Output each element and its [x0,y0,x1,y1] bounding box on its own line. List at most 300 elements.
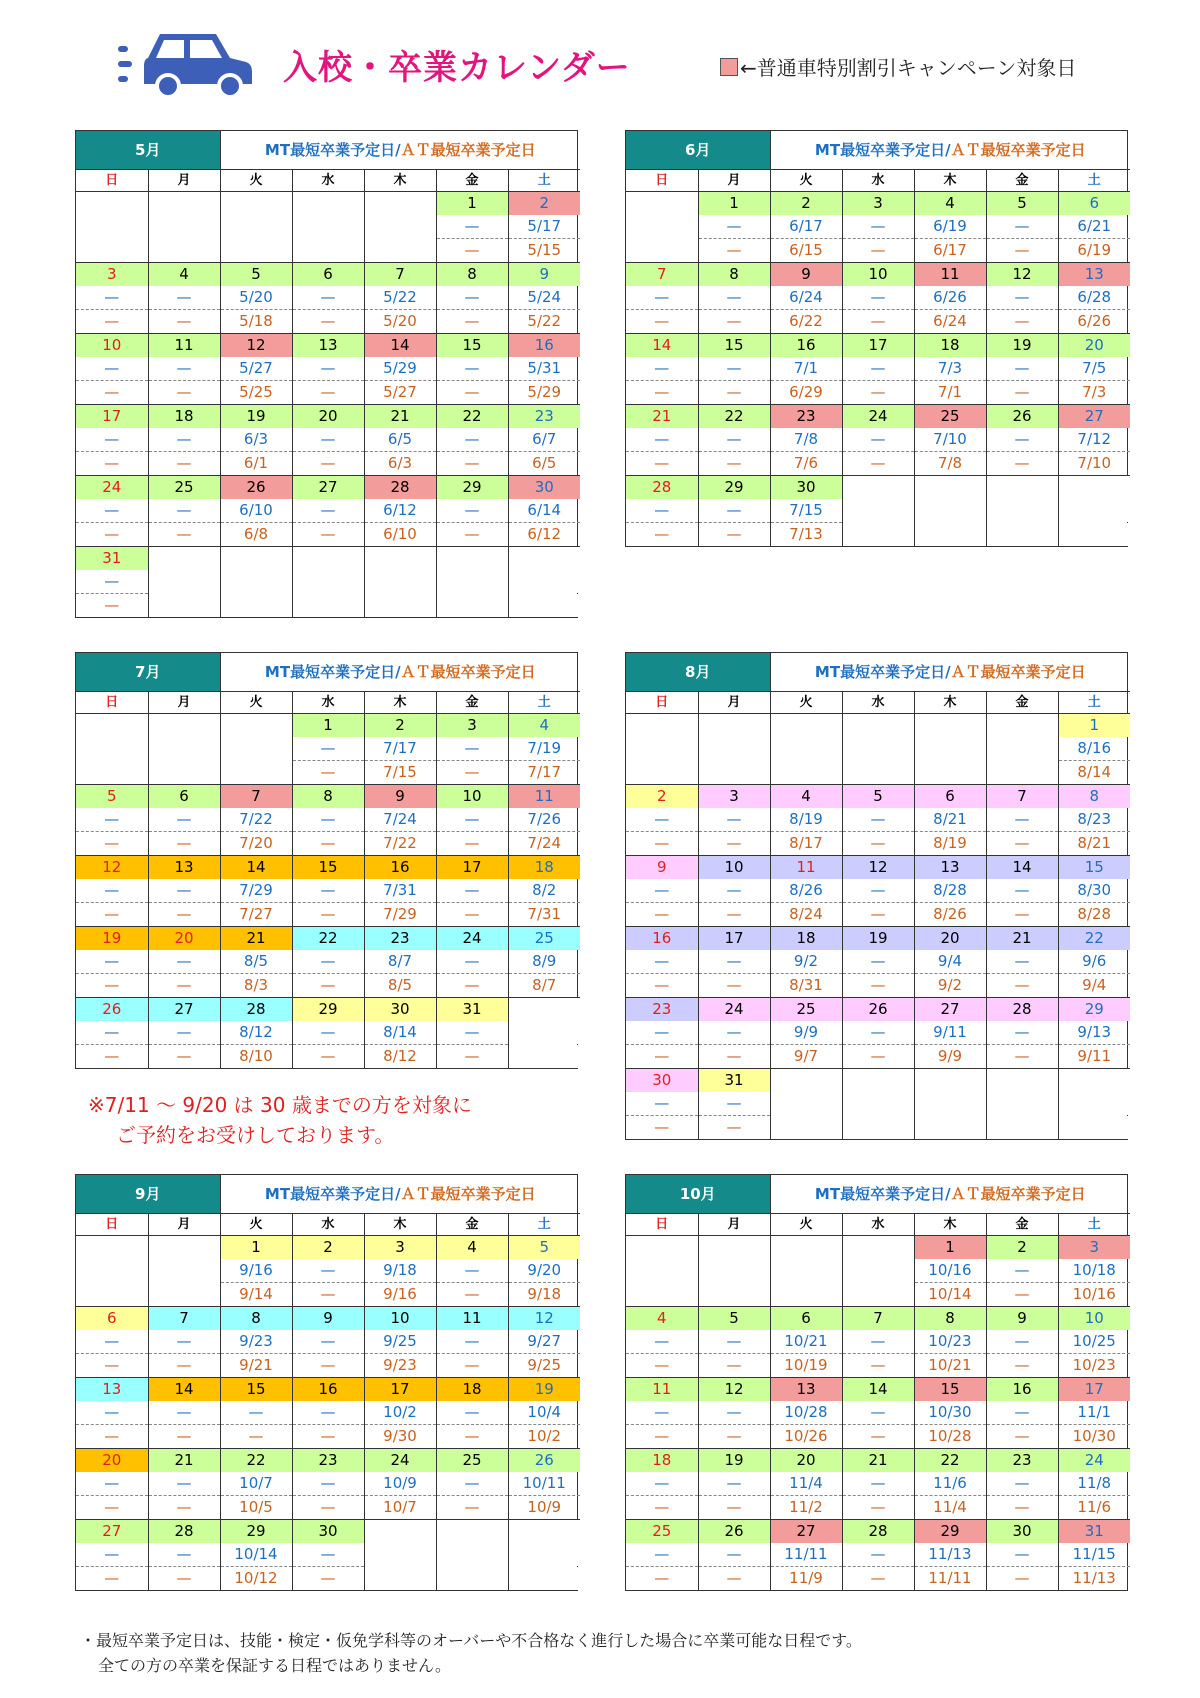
weekday-0: 日 [626,692,698,714]
day-cell: 23 [364,927,436,951]
day-cell: 31 [436,998,508,1022]
month-label: 6月 [626,131,770,170]
mt-date: — [842,1021,914,1045]
legend-mt-at: MT最短卒業予定日/ＡＴ最短卒業予定日 [814,1184,1086,1203]
mt-date: — [292,357,364,381]
weekday-2: 火 [220,1214,292,1236]
mt-date: — [842,215,914,239]
mt-date: — [148,357,220,381]
mt-date: 9/11 [914,1021,986,1045]
weekday-4: 木 [364,170,436,192]
mt-date: — [436,1401,508,1425]
day-cell: 12 [508,1307,580,1331]
day-cell: 9 [364,785,436,809]
at-date: — [292,1425,364,1449]
day-cell: 20 [770,1449,842,1473]
day-cell: 24 [1058,1449,1130,1473]
mt-date: 7/1 [770,357,842,381]
mt-date: — [626,357,698,381]
at-date: 10/16 [1058,1283,1130,1307]
at-date: — [436,523,508,547]
day-cell: 30 [508,476,580,500]
day-cell: 21 [626,405,698,429]
day-cell: 11 [770,856,842,880]
mt-date: — [436,215,508,239]
day-cell: 22 [436,405,508,429]
day-cell: 27 [76,1520,148,1544]
at-date: — [986,310,1058,334]
day-cell: 3 [1058,1236,1130,1260]
at-date: — [104,312,120,330]
day-cell: 25 [914,405,986,429]
at-date: — [104,1427,120,1445]
day-cell: 25 [436,1449,508,1473]
mt-date: — [436,808,508,832]
day-cell: 2 [364,714,436,738]
footer-line-1: ・最短卒業予定日は、技能・検定・仮免学科等のオーバーや不合格なく進行した場合に卒業可能な日程です。 [80,1631,862,1650]
mt-date: 7/24 [364,808,436,832]
weekday-4: 木 [364,1214,436,1236]
day-cell: 24 [698,998,770,1022]
at-date: — [986,381,1058,405]
day-cell: 21 [148,1449,220,1473]
mt-date: 8/30 [1058,879,1130,903]
day-cell: 4 [148,263,220,287]
day-cell: 15 [698,334,770,358]
mt-date: — [626,808,698,832]
mt-date: 9/27 [508,1330,580,1354]
mt-date: 8/2 [508,879,580,903]
legend-mt-at: MT最短卒業予定日/ＡＴ最短卒業予定日 [264,1184,536,1203]
weekday-6: 土 [508,1214,580,1236]
mt-date: 10/7 [220,1472,292,1496]
weekday-1: 月 [148,170,220,192]
mt-date: — [148,1021,220,1045]
at-date: 11/13 [1058,1567,1130,1591]
day-cell: 29 [436,476,508,500]
day-cell: 1 [914,1236,986,1260]
at-date: — [986,974,1058,998]
day-cell: 31 [1058,1520,1130,1544]
at-date: 7/20 [220,832,292,856]
weekday-5: 金 [436,692,508,714]
at-date: 5/25 [220,381,292,405]
at-date: — [292,761,364,785]
weekday-5: 金 [436,1214,508,1236]
mt-date: 6/17 [770,215,842,239]
mt-date: — [292,879,364,903]
at-date: — [842,452,914,476]
day-cell: 4 [436,1236,508,1260]
mt-date: 7/3 [914,357,986,381]
at-date: — [104,525,120,543]
day-cell: 30 [292,1520,364,1544]
mt-date: — [698,499,770,523]
day-cell: 11 [436,1307,508,1331]
day-cell: 2 [986,1236,1058,1260]
day-cell: 2 [508,192,580,216]
day-cell: 12 [76,856,148,880]
mt-date: 9/16 [220,1259,292,1283]
at-date: 6/19 [1058,239,1130,263]
at-date: — [654,1498,670,1516]
day-cell: 20 [292,405,364,429]
at-date: 9/16 [364,1283,436,1307]
mt-date: 6/28 [1058,286,1130,310]
mt-date: 11/8 [1058,1472,1130,1496]
at-date: 7/17 [508,761,580,785]
day-cell: 7 [842,1307,914,1331]
day-cell: 3 [76,263,148,287]
at-date: — [986,1045,1058,1069]
mt-date: — [76,1021,148,1045]
at-date: — [104,383,120,401]
at-date: — [436,761,508,785]
day-cell: 18 [770,927,842,951]
at-date: 10/30 [1058,1425,1130,1449]
mt-date: — [698,215,770,239]
at-date: 7/29 [364,903,436,927]
at-date: 8/31 [770,974,842,998]
at-date: 5/18 [220,310,292,334]
day-cell: 10 [1058,1307,1130,1331]
at-date: 10/28 [914,1425,986,1449]
day-cell: 12 [698,1378,770,1402]
day-cell: 10 [842,263,914,287]
at-date: — [842,381,914,405]
mt-date: 7/15 [770,499,842,523]
day-cell: 19 [508,1378,580,1402]
day-cell: 17 [1058,1378,1130,1402]
mt-date: — [842,950,914,974]
at-date: — [654,383,670,401]
at-date: 8/28 [1058,903,1130,927]
day-cell: 21 [220,927,292,951]
at-date: 9/21 [220,1354,292,1378]
weekday-1: 月 [148,692,220,714]
at-date: — [148,310,220,334]
at-date: — [842,239,914,263]
weekday-2: 火 [770,170,842,192]
day-cell: 27 [1058,405,1130,429]
at-date: — [292,523,364,547]
day-cell: 10 [436,785,508,809]
mt-date: — [626,428,698,452]
day-cell: 19 [842,927,914,951]
mt-date: 5/17 [508,215,580,239]
weekday-3: 水 [292,1214,364,1236]
weekday-0: 日 [626,1214,698,1236]
day-cell: 20 [148,927,220,951]
mt-date: 6/14 [508,499,580,523]
day-cell: 1 [1058,714,1130,738]
mt-date: — [698,357,770,381]
note-line-1: ※7/11 ～ 9/20 は 30 歳までの方を対象に [88,1093,472,1117]
at-date: 8/7 [508,974,580,998]
mt-date: — [626,1330,698,1354]
footer-line-2: 全ての方の卒業を保証する日程ではありません。 [98,1656,451,1675]
at-date: — [842,310,914,334]
at-date: — [292,381,364,405]
day-cell: 5 [220,263,292,287]
mt-date: 7/19 [508,737,580,761]
at-date: — [104,834,120,852]
day-cell: 26 [698,1520,770,1544]
at-date: — [436,1283,508,1307]
at-date: 7/13 [770,523,842,547]
mt-date: 7/5 [1058,357,1130,381]
at-date: 9/14 [220,1283,292,1307]
note-line-2: ご予約をお受けしております。 [116,1123,395,1147]
mt-date: — [76,1401,148,1425]
weekday-0: 日 [76,692,148,714]
day-cell: 29 [698,476,770,500]
at-date: — [654,312,670,330]
day-cell: 27 [914,998,986,1022]
calendar-month-6 [625,130,1128,547]
day-cell: 13 [76,1378,148,1402]
footer-note [80,1628,862,1678]
at-date: 8/19 [914,832,986,856]
at-date: 7/6 [770,452,842,476]
weekday-1: 月 [698,692,770,714]
mt-date: — [148,1543,220,1567]
at-date: — [698,832,770,856]
day-cell: 14 [220,856,292,880]
at-date: 11/11 [914,1567,986,1591]
at-date: — [842,1045,914,1069]
mt-date: — [76,570,148,594]
calendar-month-9 [75,1174,578,1591]
mt-date: 10/11 [508,1472,580,1496]
at-date: — [654,525,670,543]
at-date: — [986,1567,1058,1591]
at-date: 6/3 [364,452,436,476]
at-date: — [842,1567,914,1591]
month-label: 7月 [76,653,220,692]
age-note [88,1090,472,1150]
mt-date: 8/9 [508,950,580,974]
day-cell: 11 [508,785,580,809]
mt-date: — [76,1472,148,1496]
weekday-4: 木 [914,170,986,192]
day-cell: 16 [364,856,436,880]
at-date: 6/15 [770,239,842,263]
at-date: 5/20 [364,310,436,334]
day-cell: 12 [842,856,914,880]
day-cell: 13 [148,856,220,880]
day-cell: 1 [436,192,508,216]
at-date: 9/30 [364,1425,436,1449]
weekday-1: 月 [148,1214,220,1236]
mt-date: — [292,1330,364,1354]
mt-date: 11/1 [1058,1401,1130,1425]
mt-date: — [626,950,698,974]
mt-date: — [76,499,148,523]
at-date: — [148,1425,220,1449]
at-date: 10/2 [508,1425,580,1449]
day-cell: 13 [770,1378,842,1402]
mt-date: — [292,1021,364,1045]
day-cell: 4 [626,1307,698,1331]
at-date: — [842,832,914,856]
day-cell: 31 [698,1069,770,1093]
mt-date: 8/23 [1058,808,1130,832]
at-date: — [436,1425,508,1449]
day-cell: 20 [76,1449,148,1473]
day-cell: 26 [842,998,914,1022]
day-cell: 3 [436,714,508,738]
mt-date: — [76,1330,148,1354]
day-cell: 10 [698,856,770,880]
mt-date: — [986,1259,1058,1283]
day-cell: 3 [842,192,914,216]
day-cell: 11 [148,334,220,358]
mt-date: — [76,286,148,310]
day-cell: 14 [148,1378,220,1402]
mt-date: 6/26 [914,286,986,310]
mt-date: 9/6 [1058,950,1130,974]
day-cell: 4 [508,714,580,738]
day-cell: 27 [770,1520,842,1544]
at-date: 7/10 [1058,452,1130,476]
day-cell: 26 [220,476,292,500]
day-cell: 27 [292,476,364,500]
mt-date: — [986,808,1058,832]
day-cell: 15 [436,334,508,358]
at-date: — [436,1045,508,1069]
day-cell: 14 [364,334,436,358]
day-cell: 23 [292,1449,364,1473]
at-date: — [986,452,1058,476]
mt-date: 5/20 [220,286,292,310]
mt-date: 10/9 [364,1472,436,1496]
at-date: 10/23 [1058,1354,1130,1378]
day-cell: 25 [148,476,220,500]
weekday-0: 日 [76,1214,148,1236]
mt-date: — [292,286,364,310]
day-cell: 21 [986,927,1058,951]
at-date: — [292,974,364,998]
legend-mt-at: MT最短卒業予定日/ＡＴ最短卒業予定日 [264,662,536,681]
mt-date: — [986,1401,1058,1425]
at-date: 6/5 [508,452,580,476]
at-date: — [292,832,364,856]
mt-date: — [436,499,508,523]
at-date: — [436,239,508,263]
mt-date: 6/24 [770,286,842,310]
day-cell: 1 [698,192,770,216]
at-date: 11/4 [914,1496,986,1520]
at-date: 10/9 [508,1496,580,1520]
mt-date: — [626,286,698,310]
at-date: 9/4 [1058,974,1130,998]
car-icon [118,28,268,98]
day-cell: 5 [986,192,1058,216]
day-cell: 30 [364,998,436,1022]
mt-date: — [842,1472,914,1496]
mt-date: 6/21 [1058,215,1130,239]
at-date: 6/10 [364,523,436,547]
at-date: — [842,903,914,927]
at-date: 9/7 [770,1045,842,1069]
mt-date: — [698,1330,770,1354]
day-cell: 14 [842,1378,914,1402]
at-date: — [698,1116,770,1140]
weekday-2: 火 [220,170,292,192]
mt-date: — [986,286,1058,310]
at-date: — [986,239,1058,263]
legend-mt-at: MT最短卒業予定日/ＡＴ最短卒業予定日 [814,662,1086,681]
mt-date: — [986,1330,1058,1354]
day-cell: 16 [986,1378,1058,1402]
at-date: 9/18 [508,1283,580,1307]
mt-date: 8/16 [1058,737,1130,761]
day-cell: 9 [292,1307,364,1331]
at-date: — [148,1045,220,1069]
at-date: — [654,905,670,923]
day-cell: 9 [770,263,842,287]
at-date: 7/8 [914,452,986,476]
mt-date: 10/18 [1058,1259,1130,1283]
day-cell: 31 [76,547,148,571]
at-date: 7/22 [364,832,436,856]
day-cell: 8 [436,263,508,287]
mt-date: 6/19 [914,215,986,239]
day-cell: 7 [626,263,698,287]
mt-date: — [698,1472,770,1496]
at-date: — [292,310,364,334]
mt-date: 7/17 [364,737,436,761]
at-date: — [698,1496,770,1520]
month-label: 9月 [76,1175,220,1214]
day-cell: 29 [220,1520,292,1544]
at-date: 5/27 [364,381,436,405]
at-date: 10/19 [770,1354,842,1378]
at-date: — [698,239,770,263]
weekday-3: 水 [842,170,914,192]
day-cell: 28 [626,476,698,500]
mt-date: — [148,808,220,832]
weekday-1: 月 [698,170,770,192]
day-cell: 7 [148,1307,220,1331]
mt-date: 8/5 [220,950,292,974]
day-cell: 20 [1058,334,1130,358]
at-date: 10/21 [914,1354,986,1378]
mt-date: 8/14 [364,1021,436,1045]
at-date: 6/17 [914,239,986,263]
day-cell: 8 [292,785,364,809]
at-date: 9/11 [1058,1045,1130,1069]
mt-date: 6/10 [220,499,292,523]
day-cell: 14 [986,856,1058,880]
mt-date: 5/31 [508,357,580,381]
mt-date: 6/12 [364,499,436,523]
at-date: 8/26 [914,903,986,927]
day-cell: 13 [1058,263,1130,287]
weekday-3: 水 [842,1214,914,1236]
mt-date: — [698,286,770,310]
mt-date: 8/19 [770,808,842,832]
weekday-3: 水 [292,692,364,714]
at-date: — [104,596,120,614]
weekday-5: 金 [986,1214,1058,1236]
mt-date: — [842,286,914,310]
day-cell: 16 [770,334,842,358]
mt-date: — [148,1472,220,1496]
at-date: 6/24 [914,310,986,334]
mt-date: — [436,1472,508,1496]
